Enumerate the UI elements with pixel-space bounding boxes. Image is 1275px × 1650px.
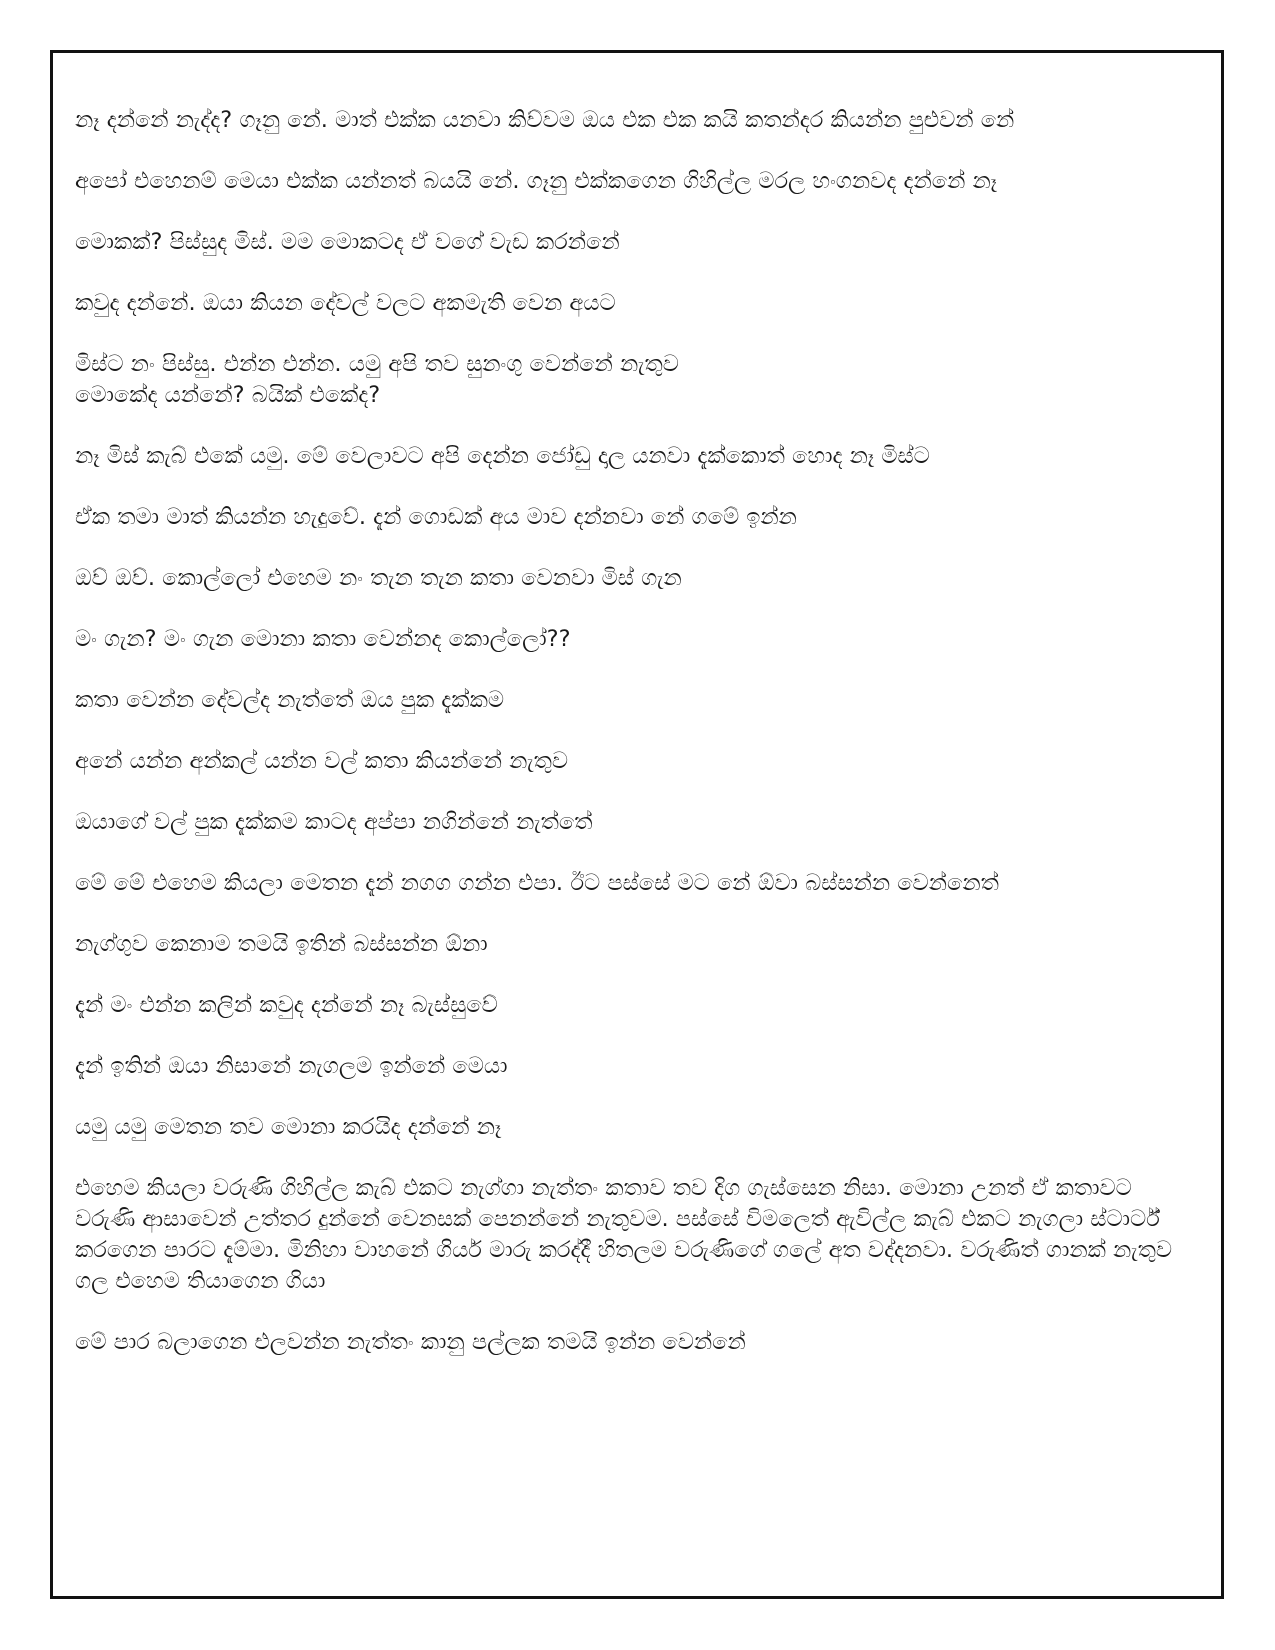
- paragraph-8: ඔව් ඔව්. කොල්ලෝ එහෙම නං තැන තැන කතා වෙනවා මිස් ගැන: [75, 565, 682, 591]
- page-frame: [50, 50, 1224, 1599]
- paragraph-14: නැග්ගුව කෙනාම තමයි ඉතින් බස්සන්න ඕනා: [75, 931, 488, 957]
- paragraph-12: ඔයාගේ වල් පුක දැක්කම කාටද අප්පා නගින්නේ නැත්තේ: [75, 809, 593, 835]
- paragraph-10: කතා වෙන්න දේවල්ද නැත්තේ ඔය පුක දැක්කම: [75, 687, 505, 713]
- paragraph-1: නෑ දන්නේ නැද්ද? ගෑනු නේ. මාත් එක්ක යනවා කිව්වම ඔය එක එක කයි කතන්දර කියන්න පුළුවන් නේ: [75, 107, 1015, 133]
- paragraph-2: අපෝ එහෙනම් මෙයා එක්ක යන්නත් බයයි නේ. ගෑනු එක්කගෙන ගිහිල්ල මරල හංගනවද දන්නේ නෑ: [75, 168, 998, 194]
- paragraph-15: දැන් මං එන්න කලින් කවුද දන්නේ නෑ බැස්සුවේ: [75, 992, 498, 1018]
- paragraph-7: ඒක තමා මාත් කියන්න හැදුවේ. දැන් ගොඩක් අය මාව දන්නවා නේ ගමේ ඉන්න: [75, 504, 797, 530]
- paragraph-6: නෑ මිස් කැබ් එකේ යමු. මේ වෙලාවට අපි දෙන්න ජෝඩු දාල යනවා දැක්කොත් හොද නෑ මිස්ට: [75, 443, 930, 469]
- page-content: [75, 105, 1199, 1388]
- paragraph-4: කවුද දන්නේ. ඔයා කියන දේවල් වලට අකමැති වෙන අයට: [75, 290, 616, 316]
- paragraph-13: මේ මේ එහෙම කියලා මෙතන දැන් නගග ගන්න එපා. ඊට පස්සේ මට නේ ඕවා බස්සන්න වෙන්නෙත්: [75, 870, 999, 896]
- paragraph-11: අනේ යන්න අන්කල් යන්න වල් කතා කියන්නේ නැතුව: [75, 748, 569, 774]
- paragraph-16: දැන් ඉතින් ඔයා නිසානේ නැගලම ඉන්නේ මෙයා: [75, 1053, 508, 1079]
- paragraph-9: මං ගැන? මං ගැන මොනා කතා වෙන්නද කොල්ලෝ??: [75, 626, 571, 652]
- paragraph-19: මේ පාර බලාගෙන එලවන්න නැත්තං කානු පල්ලක තමයි ඉන්න වෙන්නේ: [75, 1329, 746, 1355]
- paragraph-5: මිස්ට නං පිස්සු. එන්න එන්න. යමු අපි තව සුනංගු වෙන්නේ නැතුව මොකේද යන්නේ? බයික් එකේද?: [75, 351, 679, 408]
- paragraph-18: එහෙම කියලා වරුණි ගිහිල්ල කැබ් එකට නැග්ගා නැත්තං කතාව තව දිග ගැස්සෙන නිසා. මොනා උනත් ඒ කතාවට වරුණි ආසාවෙන් උත්තර දුන්නේ වෙනසක් පෙනන්නේ නැතුවම. පස්සේ විමලෙත් ඇවිල්ල කැබ් එකට නැගලා ස්ටාර්ට් කරගෙන පාරට දැම්මා. මිනිහා වාහනේ ගියර් මාරු කරද්දී හිතලම වරුණිගේ ගලේ අත වද්දනවා. වරුණිත් ගානක් නැතුව ගල එහෙම තියාගෙන ගියා: [75, 1175, 1173, 1294]
- paragraph-3: මොකක්? පිස්සුද මිස්. මම මොකටද ඒ වගේ වැඩ කරන්නේ: [75, 229, 620, 255]
- paragraph-17: යමු යමු මෙතන තව මොනා කරයිද දන්නේ නෑ: [75, 1114, 502, 1140]
